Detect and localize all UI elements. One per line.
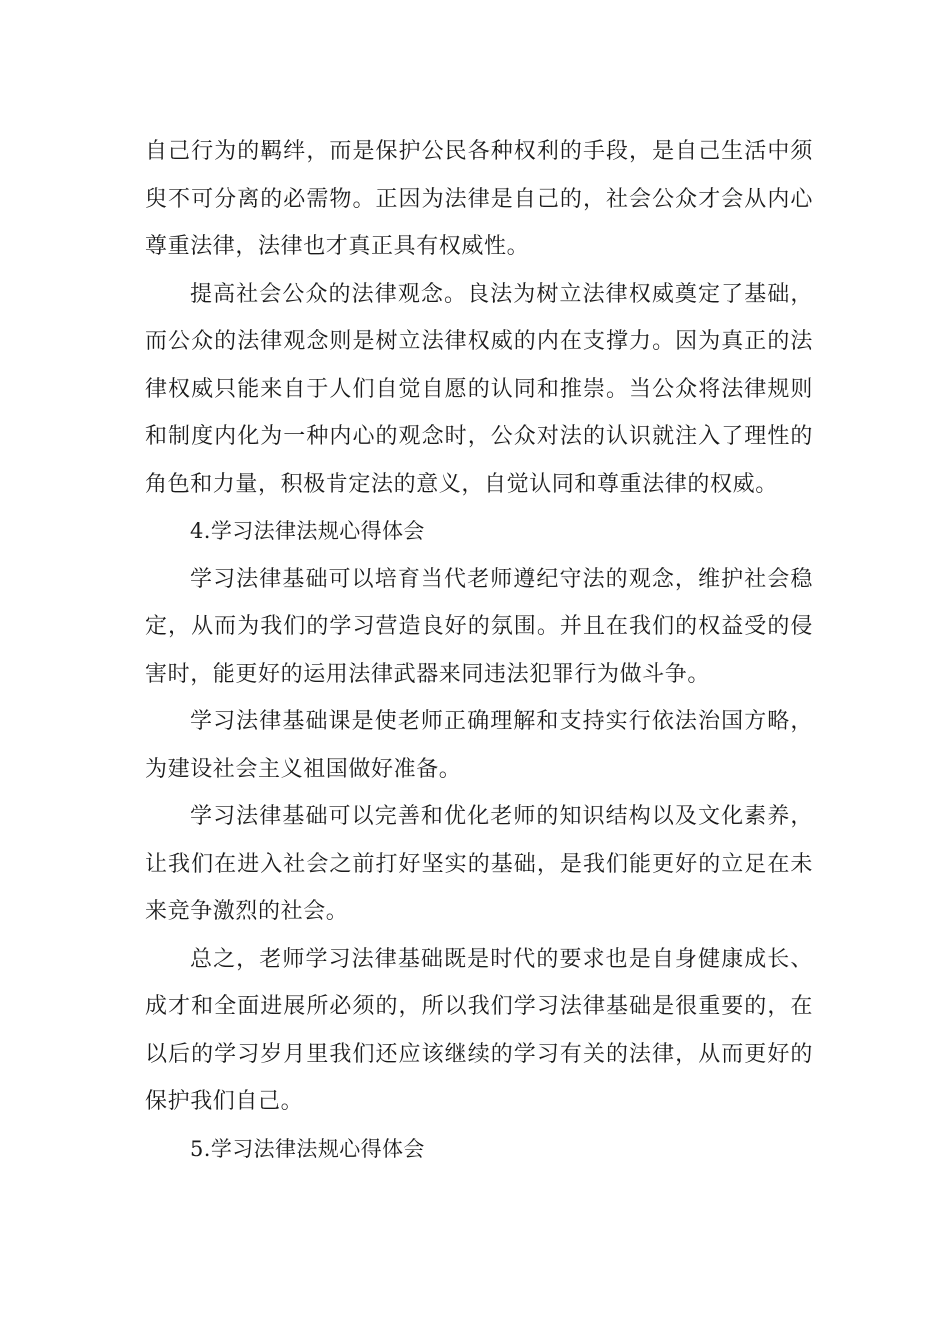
paragraph-law-basics-2: 学习法律基础课是使老师正确理解和支持实行依法治国方略，为建设社会主义祖国做好准备。 — [145, 709, 813, 782]
section-heading-4: 4.学习法律法规心得体会 — [190, 519, 425, 543]
document-body — [145, 128, 813, 1173]
paragraph-legal-awareness: 提高社会公众的法律观念。良法为树立法律权威奠定了基础，而公众的法律观念则是树立法律权威的内在支撑力。因为真正的法律权威只能来自于人们自觉自愿的认同和推崇。当公众将法律规则和制度内化为一种内心的观念时，公众对法的认识就注入了理性的角色和力量，积极肯定法的意义，自觉认同和尊重法律的权威。 — [145, 281, 813, 497]
paragraph-continued: 自己行为的羁绊，而是保护公民各种权利的手段，是自己生活中须臾不可分离的必需物。正因为法律是自己的，社会公众才会从内心尊重法律，法律也才真正具有权威性。 — [145, 139, 813, 259]
section-heading-5: 5.学习法律法规心得体会 — [190, 1136, 425, 1161]
paragraph-law-basics-3: 学习法律基础可以完善和优化老师的知识结构以及文化素养，让我们在进入社会之前打好坚实的基础，是我们能更好的立足在未来竞争激烈的社会。 — [145, 804, 813, 924]
paragraph-summary: 总之，老师学习法律基础既是时代的要求也是自身健康成长、成才和全面进展所必须的，所以我们学习法律基础是很重要的，在以后的学习岁月里我们还应该继续的学习有关的法律，从而更好的保护我们自己。 — [145, 946, 813, 1114]
paragraph-law-basics-1: 学习法律基础可以培育当代老师遵纪守法的观念，维护社会稳定，从而为我们的学习营造良好的氛围。并且在我们的权益受的侵害时，能更好的运用法律武器来同违法犯罪行为做斗争。 — [145, 566, 813, 687]
